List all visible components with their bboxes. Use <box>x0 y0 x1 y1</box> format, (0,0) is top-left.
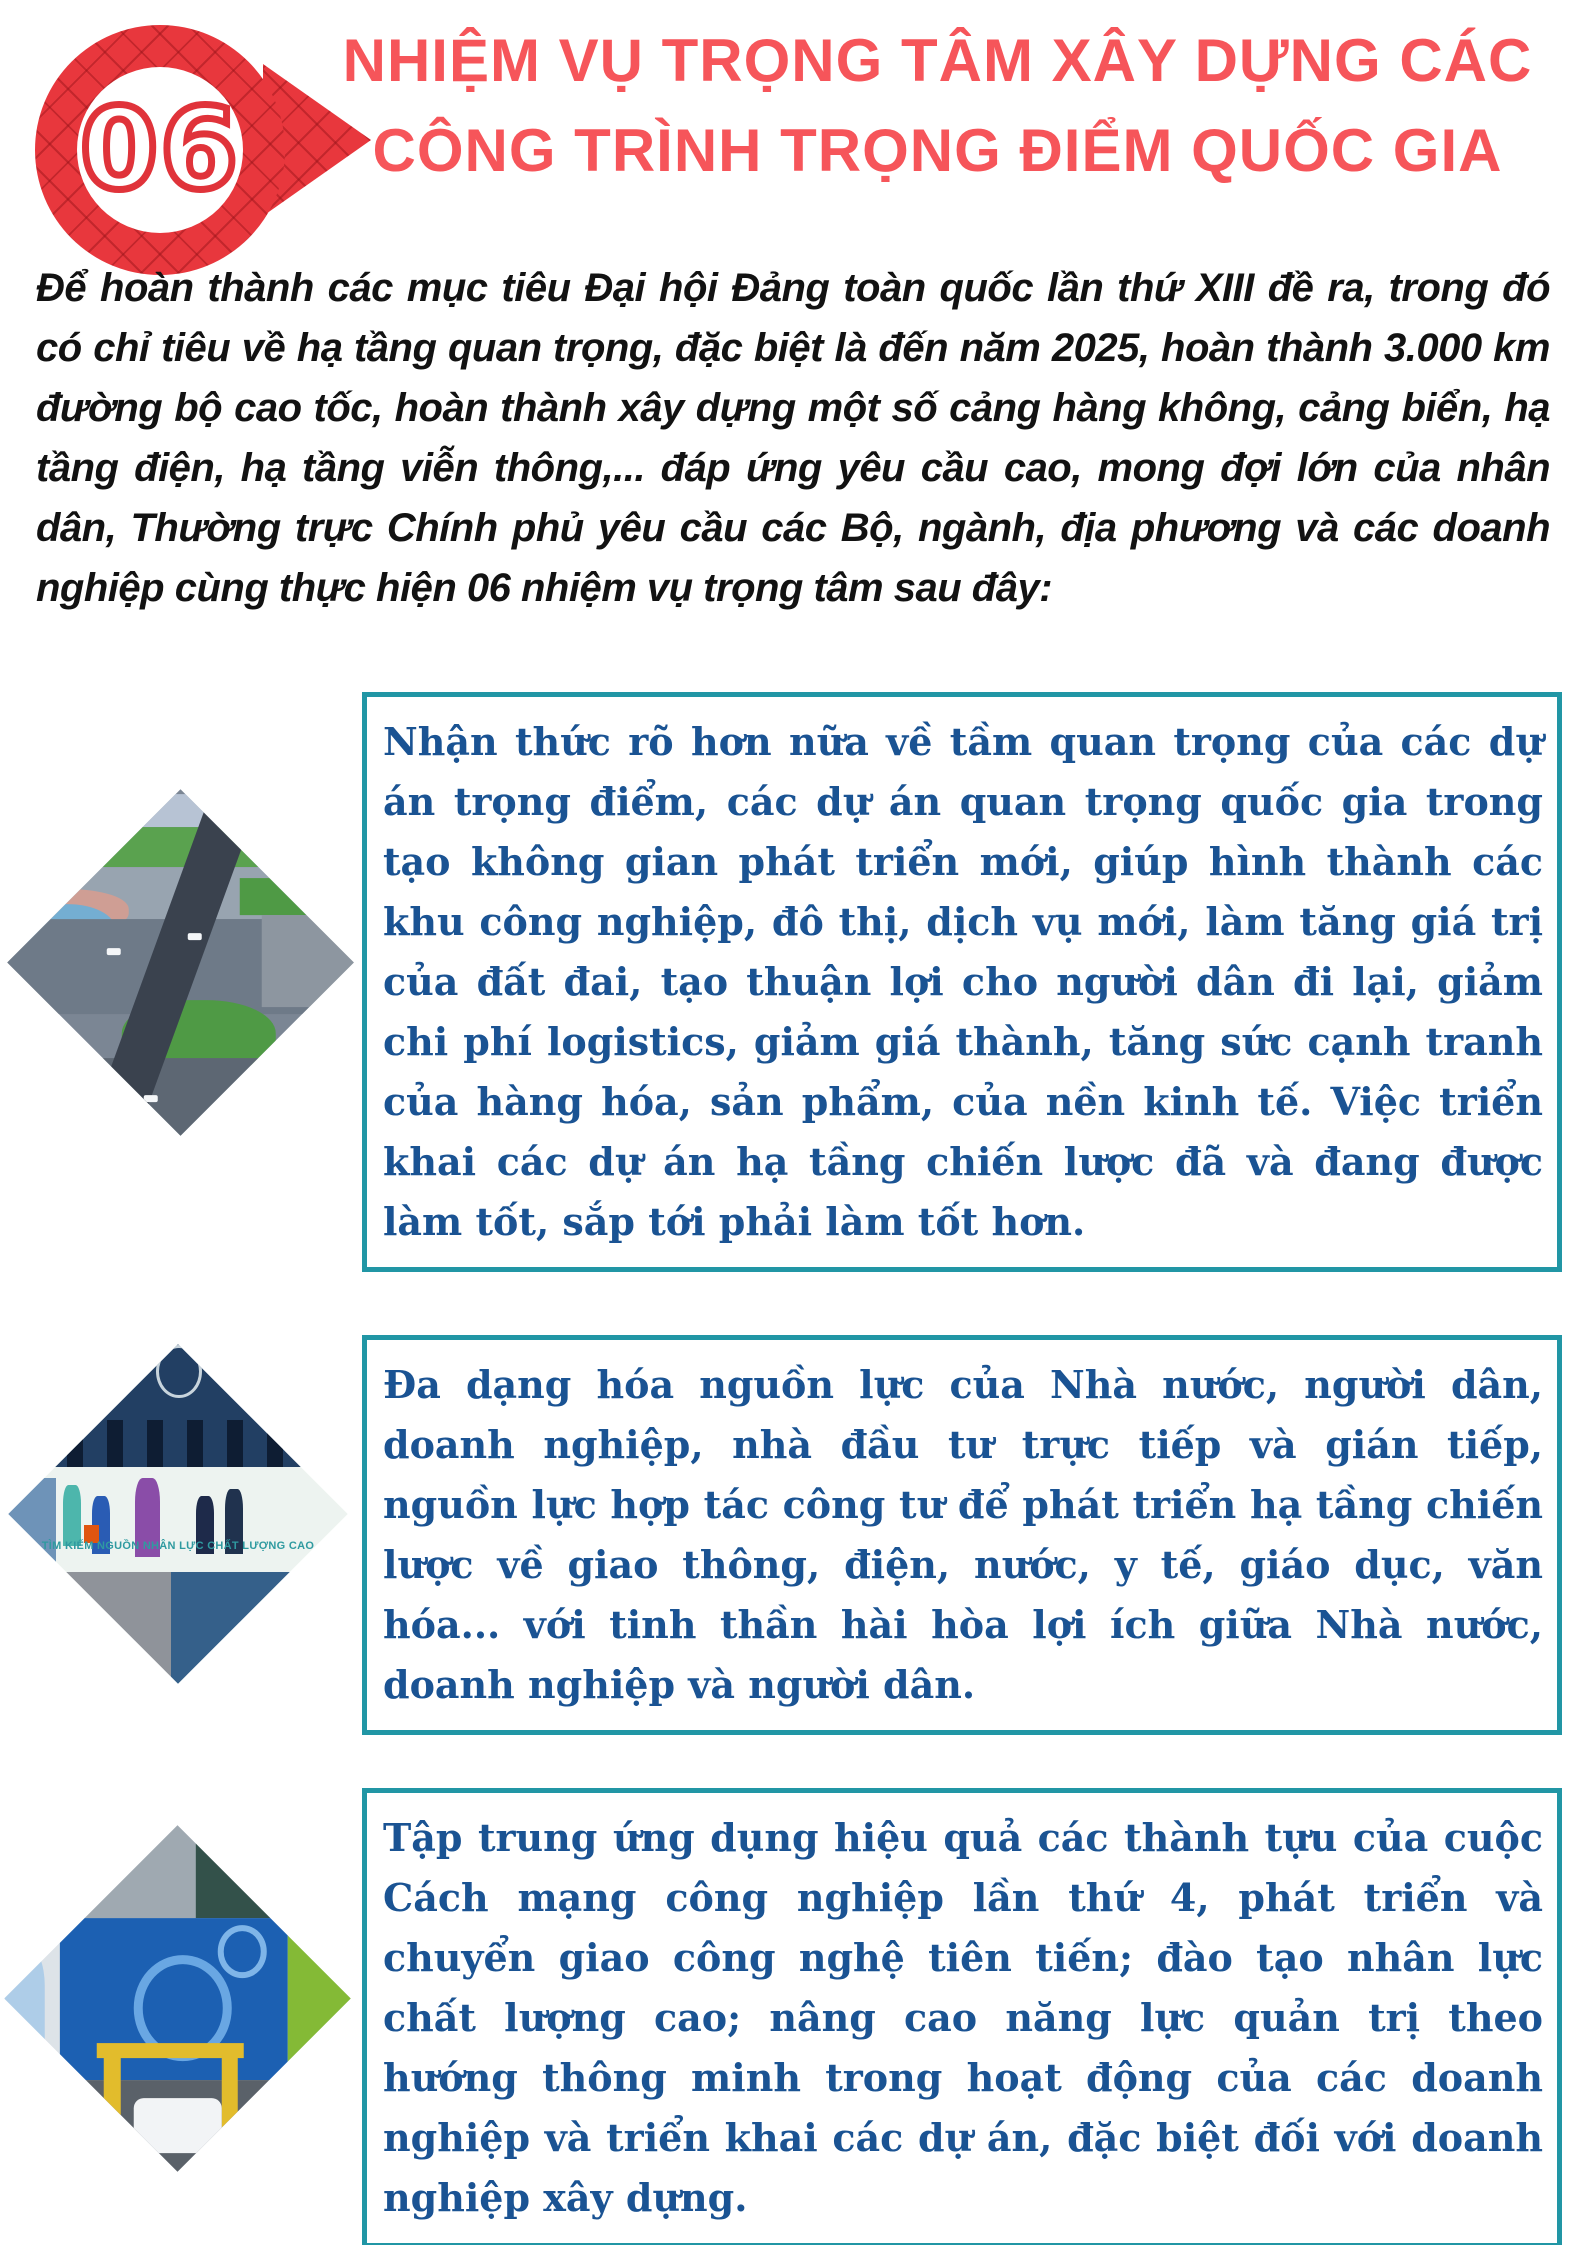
rice-field-patch <box>288 1896 351 2087</box>
car-shape <box>144 1095 158 1102</box>
lightbulb-icon <box>156 1345 202 1398</box>
task-box-1: Nhận thức rõ hơn nữa về tầm quan trọng của các dự án trọng điểm, các dự án quan trọng quốc gia trong tạo không gian phát triển mới, giúp hình thành các khu công nghiệp, đô thị, dịch vụ mới, làm tăng giá trị của đất đai, tạo thuận lợi cho người dân đi lại, giảm chi phí logistics, giảm giá thành, tăng sức cạnh tranh của hàng hóa, sản phẩm, của nền kinh tế. Việc triển khai các dự án hạ tầng chiến lược đã và đang được làm tốt, sắp tới phải làm tốt hơn. <box>362 692 1562 1272</box>
badge-inner-circle <box>77 67 243 233</box>
industry4-collage-content <box>4 1825 350 2171</box>
highway-interchange-image-content <box>7 789 353 1135</box>
highway-interchange-image <box>7 789 353 1135</box>
people-silhouettes-shape <box>27 1420 329 1467</box>
workforce-collage-image <box>8 1344 347 1683</box>
workshop-photo-patch <box>171 1572 348 1684</box>
section-number: 06 <box>80 85 240 215</box>
bottom-road-shape <box>7 1058 353 1136</box>
roadside-trees-shape <box>239 878 353 915</box>
lab-photo-patch <box>4 1825 196 1917</box>
car-shape <box>107 948 121 955</box>
task-box-3: Tập trung ứng dụng hiệu quả các thành tựu của cuộc Cách mạng công nghiệp lần thứ 4, phát triển và chuyển giao công nghệ tiên tiến; đào tạo nhân lực chất lượng cao; nâng cao năng lực quản trị theo hướng thông minh trong hoạt động của các doanh nghiệp và triển khai các dự án, đặc biệt đối với doanh nghiệp xây dựng. <box>362 1788 1562 2245</box>
classroom-photo-patch <box>8 1572 171 1684</box>
worker-photo-patch <box>8 1478 55 1572</box>
assembly-post-shape <box>222 2050 239 2146</box>
car-body-shape <box>133 2098 221 2153</box>
cartoon-person-shape <box>63 1485 81 1546</box>
page-title-line1: NHIỆM VỤ TRỌNG TÂM XÂY DỰNG CÁC <box>342 27 1533 94</box>
workforce-collage-content <box>8 1344 347 1683</box>
assembly-post-shape <box>104 2050 121 2146</box>
task-box-2: Đa dạng hóa nguồn lực của Nhà nước, người dân, doanh nghiệp, nhà đầu tư trực tiếp và gián tiếp, nguồn lực hợp tác công tư để phát triển hạ tầng chiến lược về giao thông, điện, nước, y tế, giáo dục, văn hóa... với tinh thần hài hòa lợi ích giữa Nhà nước, doanh nghiệp và người dân. <box>362 1335 1562 1735</box>
intro-paragraph: Để hoàn thành các mục tiêu Đại hội Đảng toàn quốc lần thứ XIII đề ra, trong đó có chỉ tiêu về hạ tầng quan trọng, đặc biệt là đến năm 2025, hoàn thành 3.000 km đường bộ cao tốc, hoàn thành xây dựng một số cảng hàng không, cảng biển, hạ tầng điện, hạ tầng viễn thông,... đáp ứng yêu cầu cao, mong đợi lớn của nhân dân, Thường trực Chính phủ yêu cầu các Bộ, ngành, địa phương và các doanh nghiệp cùng thực hiện 06 nhiệm vụ trọng tâm sau đây: <box>36 266 1550 610</box>
chalkboard-photo-patch <box>196 1825 351 1917</box>
industry4-collage-image <box>4 1825 350 2171</box>
technician-figure-shape <box>5 1947 45 2043</box>
page-title <box>295 16 1580 196</box>
workforce-caption: TÌM KIẾM NGUỒN NHÂN LỰC CHẤT LƯỢNG CAO <box>41 1540 315 1552</box>
gear-icon <box>218 1925 267 1977</box>
page-title-line2: CÔNG TRÌNH TRỌNG ĐIỂM QUỐC GIA <box>372 117 1503 184</box>
side-street-shape <box>261 915 353 1007</box>
car-shape <box>188 933 202 940</box>
